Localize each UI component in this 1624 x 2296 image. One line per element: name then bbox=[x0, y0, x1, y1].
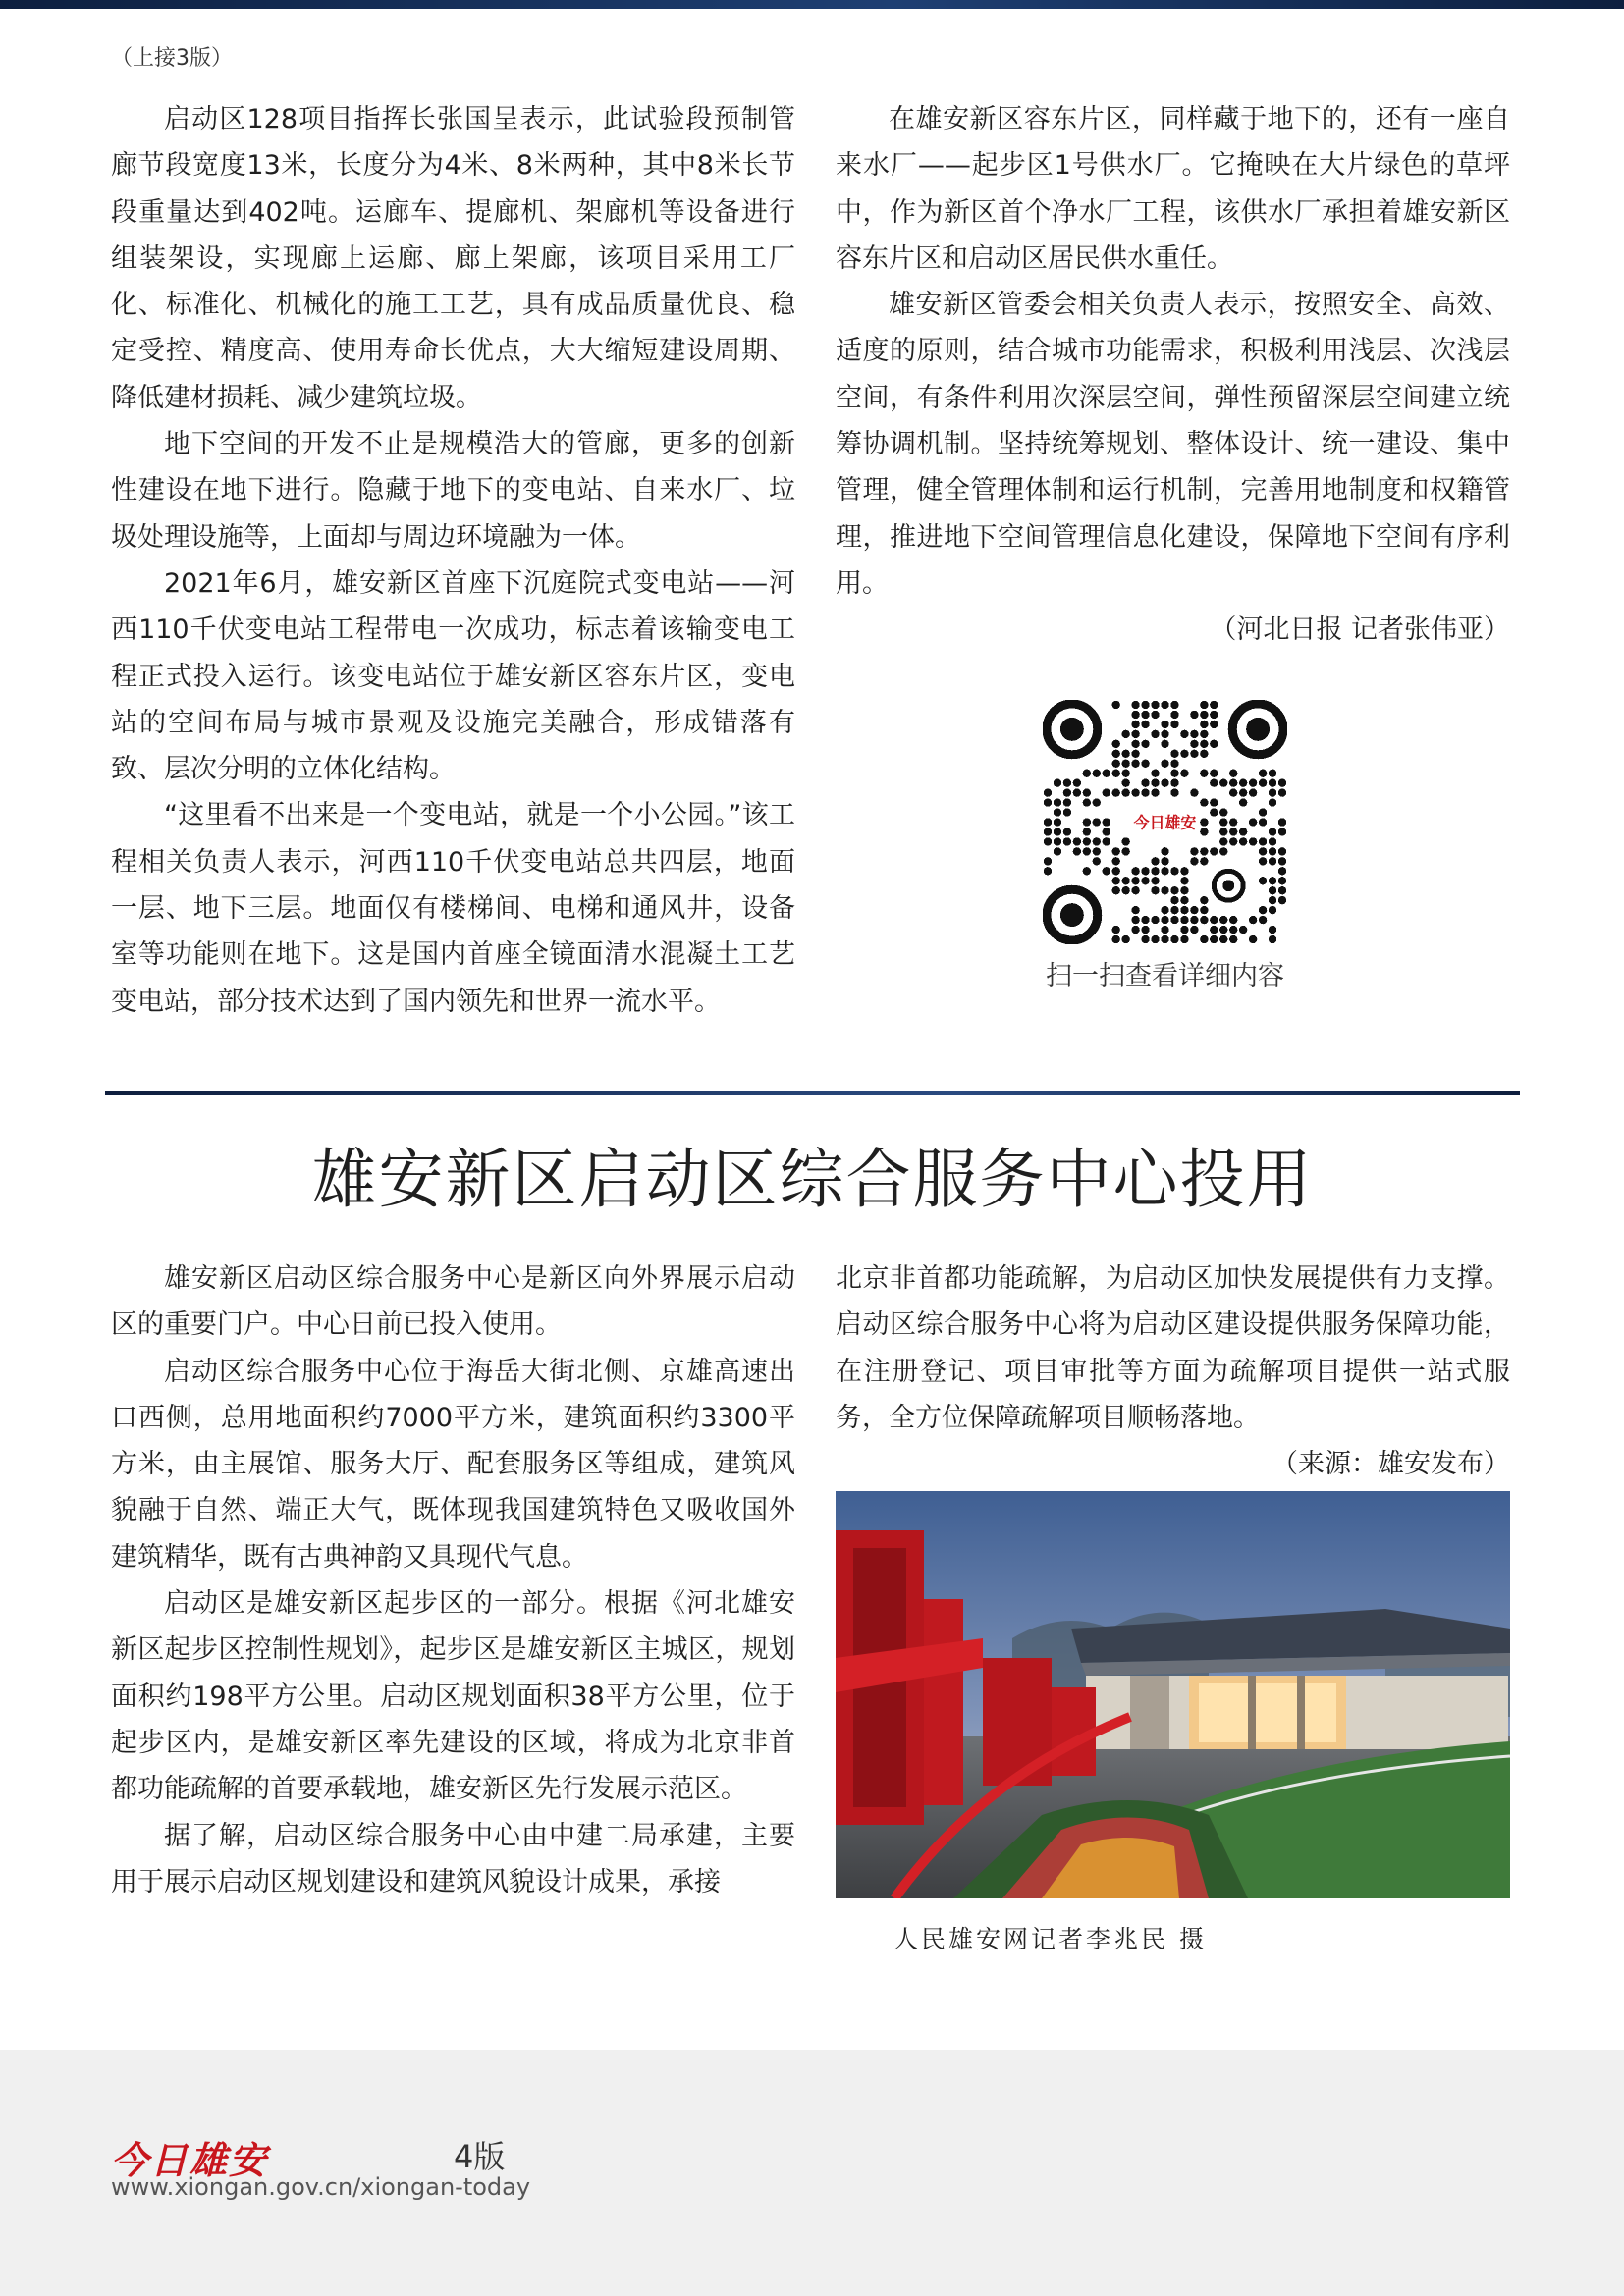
qr-module bbox=[1054, 837, 1061, 845]
qr-module bbox=[1269, 906, 1276, 914]
qr-module bbox=[1103, 818, 1110, 826]
qr-module bbox=[1044, 788, 1052, 796]
qr-module bbox=[1151, 711, 1159, 719]
qr-module bbox=[1131, 750, 1139, 758]
qr-module bbox=[1151, 770, 1159, 777]
paragraph: “这里看不出来是一个变电站，就是一个小公园。”该工程相关负责人表示，河西110千伏变电站总共四层，地面一层、地下三层。地面仅有楼梯间、电梯和通风井，设备室等功能则在地下。这是国内首座全镜面清水混凝土工艺变电站，部分技术达到了国内领先和世界一流水平。 bbox=[111, 800, 795, 1017]
qr-module bbox=[1103, 788, 1110, 796]
qr-module bbox=[1190, 730, 1198, 738]
qr-module bbox=[1121, 760, 1129, 768]
qr-module bbox=[1131, 877, 1139, 884]
qr-module bbox=[1269, 798, 1276, 806]
qr-module bbox=[1278, 896, 1286, 904]
qr-module bbox=[1141, 877, 1149, 884]
paragraph: 地下空间的开发不止是规模浩大的管廊，更多的创新性建设在地下进行。隐藏于地下的变电站、自来水厂、垃圾处理设施等，上面却与周边环境融为一体。 bbox=[111, 429, 795, 553]
qr-module bbox=[1161, 701, 1168, 709]
qr-module bbox=[1121, 847, 1129, 855]
qr-module bbox=[1093, 857, 1101, 865]
qr-module bbox=[1200, 828, 1208, 835]
qr-module bbox=[1112, 867, 1120, 875]
qr-module bbox=[1259, 906, 1267, 914]
qr-module bbox=[1073, 778, 1081, 786]
qr-module bbox=[1054, 828, 1061, 835]
qr-module bbox=[1141, 935, 1149, 943]
qr-module bbox=[1219, 828, 1227, 835]
qr-module bbox=[1141, 916, 1149, 924]
qr-module bbox=[1121, 778, 1129, 786]
paragraph: 在雄安新区容东片区，同样藏于地下的，还有一座自来水厂——起步区1号供水厂。它掩映在大片绿色的草坪中，作为新区首个净水厂工程，该供水厂承担着雄安新区容东片区和启动区居民供水重任。 bbox=[836, 104, 1510, 274]
qr-module bbox=[1170, 701, 1178, 709]
qr-module bbox=[1170, 906, 1178, 914]
qr-module bbox=[1044, 798, 1052, 806]
qr-module bbox=[1269, 778, 1276, 786]
qr-module bbox=[1141, 867, 1149, 875]
qr-module bbox=[1151, 857, 1159, 865]
qr-module bbox=[1210, 721, 1218, 728]
qr-module bbox=[1239, 788, 1247, 796]
qr-module bbox=[1259, 847, 1267, 855]
qr-module bbox=[1141, 926, 1149, 934]
top-accent-bar bbox=[0, 0, 1624, 9]
qr-module bbox=[1112, 760, 1120, 768]
qr-module bbox=[1180, 877, 1188, 884]
qr-module bbox=[1121, 750, 1129, 758]
qr-module bbox=[1259, 916, 1267, 924]
qr-module bbox=[1239, 837, 1247, 845]
article1-right-column bbox=[836, 96, 1510, 654]
qr-module bbox=[1044, 857, 1052, 865]
qr-module bbox=[1112, 886, 1120, 894]
qr-module bbox=[1170, 721, 1178, 728]
qr-module bbox=[1141, 778, 1149, 786]
qr-module bbox=[1200, 896, 1208, 904]
qr-module bbox=[1278, 788, 1286, 796]
qr-module bbox=[1083, 828, 1091, 835]
qr-module bbox=[1141, 701, 1149, 709]
qr-module bbox=[1278, 828, 1286, 835]
qr-module bbox=[1180, 770, 1188, 777]
qr-module bbox=[1093, 798, 1101, 806]
qr-module bbox=[1151, 867, 1159, 875]
qr-logo: 今日雄安 bbox=[1133, 813, 1197, 832]
qr-module bbox=[1180, 935, 1188, 943]
qr-module bbox=[1200, 857, 1208, 865]
qr-module bbox=[1161, 778, 1168, 786]
qr-module bbox=[1180, 867, 1188, 875]
qr-module bbox=[1278, 886, 1286, 894]
qr-module bbox=[1170, 886, 1178, 894]
qr-module bbox=[1249, 778, 1257, 786]
qr-module bbox=[1210, 935, 1218, 943]
qr-module bbox=[1229, 818, 1237, 826]
qr-module bbox=[1093, 847, 1101, 855]
article2-source: （来源：雄安发布） bbox=[1272, 1449, 1510, 1480]
qr-module bbox=[1239, 828, 1247, 835]
qr-module bbox=[1269, 837, 1276, 845]
qr-module bbox=[1190, 916, 1198, 924]
qr-module bbox=[1229, 935, 1237, 943]
qr-module bbox=[1278, 818, 1286, 826]
qr-module bbox=[1054, 778, 1061, 786]
qr-module bbox=[1219, 847, 1227, 855]
qr-module bbox=[1210, 847, 1218, 855]
qr-module bbox=[1083, 788, 1091, 796]
qr-module bbox=[1190, 740, 1198, 748]
qr-module bbox=[1269, 857, 1276, 865]
qr-module bbox=[1219, 808, 1227, 816]
qr-module bbox=[1229, 926, 1237, 934]
paragraph: 雄安新区管委会相关负责人表示，按照安全、高效、适度的原则，结合城市功能需求，积极利用浅层、次浅层空间，有条件利用次深层空间，弹性预留深层空间建立统筹协调机制。坚持统筹规划、整体设计、统一建设、集中管理，健全管理体制和运行机制，完善用地制度和权籍管理，推进地下空间管理信息化建设，保障地下空间有序利用。 bbox=[836, 290, 1510, 599]
qr-module bbox=[1161, 926, 1168, 934]
qr-module bbox=[1180, 916, 1188, 924]
qr-module bbox=[1210, 798, 1218, 806]
qr-module bbox=[1170, 916, 1178, 924]
qr-module bbox=[1083, 837, 1091, 845]
qr-module bbox=[1259, 808, 1267, 816]
qr-module bbox=[1269, 770, 1276, 777]
qr-module bbox=[1161, 916, 1168, 924]
qr-module bbox=[1083, 847, 1091, 855]
qr-module bbox=[1210, 701, 1218, 709]
qr-module bbox=[1121, 886, 1129, 894]
qr-module bbox=[1259, 837, 1267, 845]
qr-module bbox=[1131, 711, 1139, 719]
paragraph: 2021年6月，雄安新区首座下沉庭院式变电站——河西110千伏变电站工程带电一次成功，标志着该输变电工程正式投入运行。该变电站位于雄安新区容东片区，变电站的空间布局与城市景观及设施完美融合，形成错落有致、层次分明的立体化结构。 bbox=[111, 567, 795, 785]
qr-module bbox=[1210, 926, 1218, 934]
qr-module bbox=[1200, 750, 1208, 758]
qr-module bbox=[1121, 935, 1129, 943]
qr-module bbox=[1190, 906, 1198, 914]
qr-module bbox=[1269, 788, 1276, 796]
qr-module bbox=[1249, 818, 1257, 826]
qr-module bbox=[1190, 857, 1198, 865]
qr-module bbox=[1161, 760, 1168, 768]
qr-module bbox=[1103, 837, 1110, 845]
qr-module bbox=[1063, 778, 1071, 786]
qr-module bbox=[1200, 798, 1208, 806]
qr-module bbox=[1219, 818, 1227, 826]
qr-module bbox=[1170, 711, 1178, 719]
paragraph: 雄安新区启动区综合服务中心是新区向外界展示启动区的重要门户。中心日前已投入使用。 bbox=[111, 1263, 795, 1341]
qr-module bbox=[1063, 828, 1071, 835]
qr-module bbox=[1249, 916, 1257, 924]
qr-module bbox=[1131, 906, 1139, 914]
qr-module bbox=[1121, 770, 1129, 777]
qr-module bbox=[1131, 926, 1139, 934]
qr-module bbox=[1249, 935, 1257, 943]
qr-module bbox=[1054, 808, 1061, 816]
qr-module bbox=[1131, 760, 1139, 768]
publication-logo: 今日雄安 bbox=[111, 2138, 269, 2182]
qr-module bbox=[1131, 916, 1139, 924]
article1-source: （河北日报 记者张伟亚） bbox=[1210, 614, 1510, 646]
qr-module bbox=[1269, 847, 1276, 855]
qr-module bbox=[1151, 778, 1159, 786]
qr-module bbox=[1278, 857, 1286, 865]
qr-module bbox=[1210, 711, 1218, 719]
qr-module bbox=[1200, 847, 1208, 855]
paragraph: 启动区综合服务中心位于海岳大街北侧、京雄高速出口西侧，总用地面积约7000平方米，建筑面积约3300平方米，由主展馆、服务大厅、配套服务区等组成，建筑风貌融于自然、端正大气，既体现我国建筑特色又吸收国外建筑精华，既有古典神韵又具现代气息。 bbox=[111, 1356, 795, 1573]
qr-module bbox=[1180, 886, 1188, 894]
qr-module bbox=[1190, 926, 1198, 934]
qr-module bbox=[1131, 701, 1139, 709]
article1-left-column bbox=[111, 96, 795, 1025]
qr-module bbox=[1073, 788, 1081, 796]
qr-module bbox=[1180, 896, 1188, 904]
qr-module bbox=[1054, 818, 1061, 826]
qr-module bbox=[1151, 935, 1159, 943]
service-center-photo bbox=[836, 1491, 1510, 1898]
qr-module bbox=[1161, 847, 1168, 855]
qr-module bbox=[1161, 730, 1168, 738]
qr-module bbox=[1200, 916, 1208, 924]
qr-module bbox=[1200, 701, 1208, 709]
qr-module bbox=[1180, 906, 1188, 914]
qr-module bbox=[1151, 788, 1159, 796]
qr-module bbox=[1151, 701, 1159, 709]
qr-module bbox=[1229, 837, 1237, 845]
qr-module bbox=[1121, 730, 1129, 738]
qr-module bbox=[1170, 760, 1178, 768]
qr-module bbox=[1269, 828, 1276, 835]
qr-module bbox=[1249, 837, 1257, 845]
qr-module bbox=[1269, 935, 1276, 943]
qr-module bbox=[1278, 847, 1286, 855]
qr-module bbox=[1229, 778, 1237, 786]
qr-module bbox=[1112, 788, 1120, 796]
qr-module bbox=[1073, 837, 1081, 845]
website-url[interactable]: www.xiongan.gov.cn/xiongan-today bbox=[111, 2173, 531, 2201]
qr-module bbox=[1131, 788, 1139, 796]
qr-module bbox=[1219, 778, 1227, 786]
paragraph: 据了解，启动区综合服务中心由中建二局承建，主要用于展示启动区规划建设和建筑风貌设计成果，承接 bbox=[111, 1820, 795, 1897]
qr-module bbox=[1054, 847, 1061, 855]
qr-module bbox=[1170, 867, 1178, 875]
qr-module bbox=[1161, 857, 1168, 865]
qr-module bbox=[1093, 770, 1101, 777]
qr-module bbox=[1131, 740, 1139, 748]
qr-module bbox=[1103, 867, 1110, 875]
qr-code[interactable] bbox=[1043, 700, 1287, 944]
qr-module bbox=[1112, 857, 1120, 865]
qr-module bbox=[1210, 770, 1218, 777]
qr-module bbox=[1269, 896, 1276, 904]
qr-module bbox=[1112, 750, 1120, 758]
qr-module bbox=[1200, 818, 1208, 826]
qr-module bbox=[1180, 750, 1188, 758]
section-divider bbox=[105, 1091, 1520, 1095]
qr-module bbox=[1063, 788, 1071, 796]
qr-module bbox=[1161, 906, 1168, 914]
qr-module bbox=[1151, 886, 1159, 894]
qr-module bbox=[1229, 828, 1237, 835]
qr-module bbox=[1229, 788, 1237, 796]
qr-module bbox=[1141, 711, 1149, 719]
qr-module bbox=[1219, 916, 1227, 924]
qr-module bbox=[1083, 798, 1091, 806]
article2-headline: 雄安新区启动区综合服务中心投用 bbox=[311, 1142, 1314, 1217]
qr-module bbox=[1063, 798, 1071, 806]
qr-module bbox=[1229, 770, 1237, 777]
qr-module bbox=[1170, 770, 1178, 777]
qr-module bbox=[1190, 788, 1198, 796]
qr-module bbox=[1112, 935, 1120, 943]
paragraph: 北京非首都功能疏解，为启动区加快发展提供有力支撑。启动区综合服务中心将为启动区建设提供服务保障功能，在注册登记、项目审批等方面为疏解项目提供一站式服务，全方位保障疏解项目顺畅落地。 bbox=[836, 1263, 1510, 1433]
qr-module bbox=[1151, 877, 1159, 884]
qr-module bbox=[1200, 770, 1208, 777]
qr-module bbox=[1121, 877, 1129, 884]
qr-module bbox=[1190, 750, 1198, 758]
qr-module bbox=[1083, 867, 1091, 875]
article2-right-column bbox=[836, 1255, 1510, 1487]
qr-module bbox=[1063, 808, 1071, 816]
qr-module bbox=[1259, 877, 1267, 884]
article2-left-column bbox=[111, 1255, 795, 1905]
qr-module bbox=[1141, 760, 1149, 768]
photo-caption: 人民雄安网记者李兆民 摄 bbox=[893, 1925, 1207, 1953]
qr-module bbox=[1190, 711, 1198, 719]
qr-module bbox=[1200, 740, 1208, 748]
qr-module bbox=[1200, 711, 1208, 719]
qr-module bbox=[1219, 926, 1227, 934]
qr-module bbox=[1229, 916, 1237, 924]
edition-number: 4版 bbox=[454, 2138, 506, 2175]
qr-module bbox=[1210, 808, 1218, 816]
qr-module bbox=[1259, 770, 1267, 777]
qr-module bbox=[1210, 740, 1218, 748]
qr-module bbox=[1161, 886, 1168, 894]
qr-module bbox=[1112, 926, 1120, 934]
qr-module bbox=[1269, 886, 1276, 894]
qr-module bbox=[1219, 935, 1227, 943]
qr-module bbox=[1170, 788, 1178, 796]
qr-module bbox=[1219, 837, 1227, 845]
qr-module bbox=[1278, 867, 1286, 875]
qr-module bbox=[1044, 867, 1052, 875]
qr-module bbox=[1131, 721, 1139, 728]
qr-module bbox=[1239, 778, 1247, 786]
qr-module bbox=[1151, 730, 1159, 738]
qr-module bbox=[1210, 778, 1218, 786]
qr-module bbox=[1093, 818, 1101, 826]
qr-module bbox=[1269, 877, 1276, 884]
qr-module bbox=[1170, 778, 1178, 786]
qr-module bbox=[1131, 886, 1139, 894]
qr-module bbox=[1259, 778, 1267, 786]
qr-module bbox=[1141, 721, 1149, 728]
qr-module bbox=[1278, 778, 1286, 786]
qr-module bbox=[1141, 788, 1149, 796]
qr-module bbox=[1161, 935, 1168, 943]
qr-module bbox=[1093, 837, 1101, 845]
qr-module bbox=[1112, 740, 1120, 748]
qr-module bbox=[1103, 828, 1110, 835]
qr-module bbox=[1161, 740, 1168, 748]
qr-module bbox=[1112, 701, 1120, 709]
qr-module bbox=[1054, 798, 1061, 806]
qr-caption: 扫一扫查看详细内容 bbox=[1046, 961, 1284, 991]
qr-module bbox=[1239, 798, 1247, 806]
qr-module bbox=[1200, 721, 1208, 728]
qr-module bbox=[1121, 788, 1129, 796]
qr-module bbox=[1239, 926, 1247, 934]
qr-module bbox=[1180, 926, 1188, 934]
qr-module bbox=[1063, 837, 1071, 845]
qr-module bbox=[1161, 721, 1168, 728]
qr-module bbox=[1083, 770, 1091, 777]
paragraph: 启动区128项目指挥长张国呈表示，此试验段预制管廊节段宽度13米，长度分为4米、8米两种，其中8米长节段重量达到402吨。运廊车、提廊机、架廊机等设备进行组装架设，实现廊上运廊、廊上架廊，该项目采用工厂化、标准化、机械化的施工工艺，具有成品质量优良、稳定受控、精度高、使用寿命长优点，大大缩短建设周期、降低建材损耗、减少建筑垃圾。 bbox=[111, 104, 795, 413]
paragraph: 启动区是雄安新区起步区的一部分。根据《河北雄安新区起步区控制性规划》，起步区是雄安新区主城区，规划面积约198平方公里。启动区规划面积38平方公里，位于起步区内，是雄安新区率先建设的区域，将成为北京非首都功能疏解的首要承载地，雄安新区先行发展示范区。 bbox=[111, 1588, 795, 1805]
qr-module bbox=[1083, 818, 1091, 826]
qr-module bbox=[1112, 770, 1120, 777]
qr-module bbox=[1259, 818, 1267, 826]
continued-note: （上接3版） bbox=[111, 46, 233, 71]
qr-module bbox=[1170, 935, 1178, 943]
qr-module bbox=[1161, 867, 1168, 875]
qr-module bbox=[1170, 896, 1178, 904]
qr-module bbox=[1131, 730, 1139, 738]
qr-module bbox=[1200, 906, 1208, 914]
qr-module bbox=[1170, 750, 1178, 758]
qr-module bbox=[1200, 730, 1208, 738]
qr-module bbox=[1103, 770, 1110, 777]
qr-module bbox=[1141, 740, 1149, 748]
qr-module bbox=[1200, 935, 1208, 943]
qr-module bbox=[1278, 877, 1286, 884]
qr-module bbox=[1073, 847, 1081, 855]
qr-module bbox=[1210, 916, 1218, 924]
qr-module bbox=[1190, 847, 1198, 855]
qr-module bbox=[1269, 926, 1276, 934]
qr-module bbox=[1044, 828, 1052, 835]
qr-module bbox=[1112, 847, 1120, 855]
qr-module bbox=[1112, 877, 1120, 884]
qr-module bbox=[1259, 857, 1267, 865]
qr-module bbox=[1180, 730, 1188, 738]
qr-module bbox=[1044, 818, 1052, 826]
qr-module bbox=[1249, 788, 1257, 796]
qr-module bbox=[1121, 837, 1129, 845]
qr-module bbox=[1044, 837, 1052, 845]
qr-module bbox=[1131, 867, 1139, 875]
qr-module bbox=[1151, 916, 1159, 924]
